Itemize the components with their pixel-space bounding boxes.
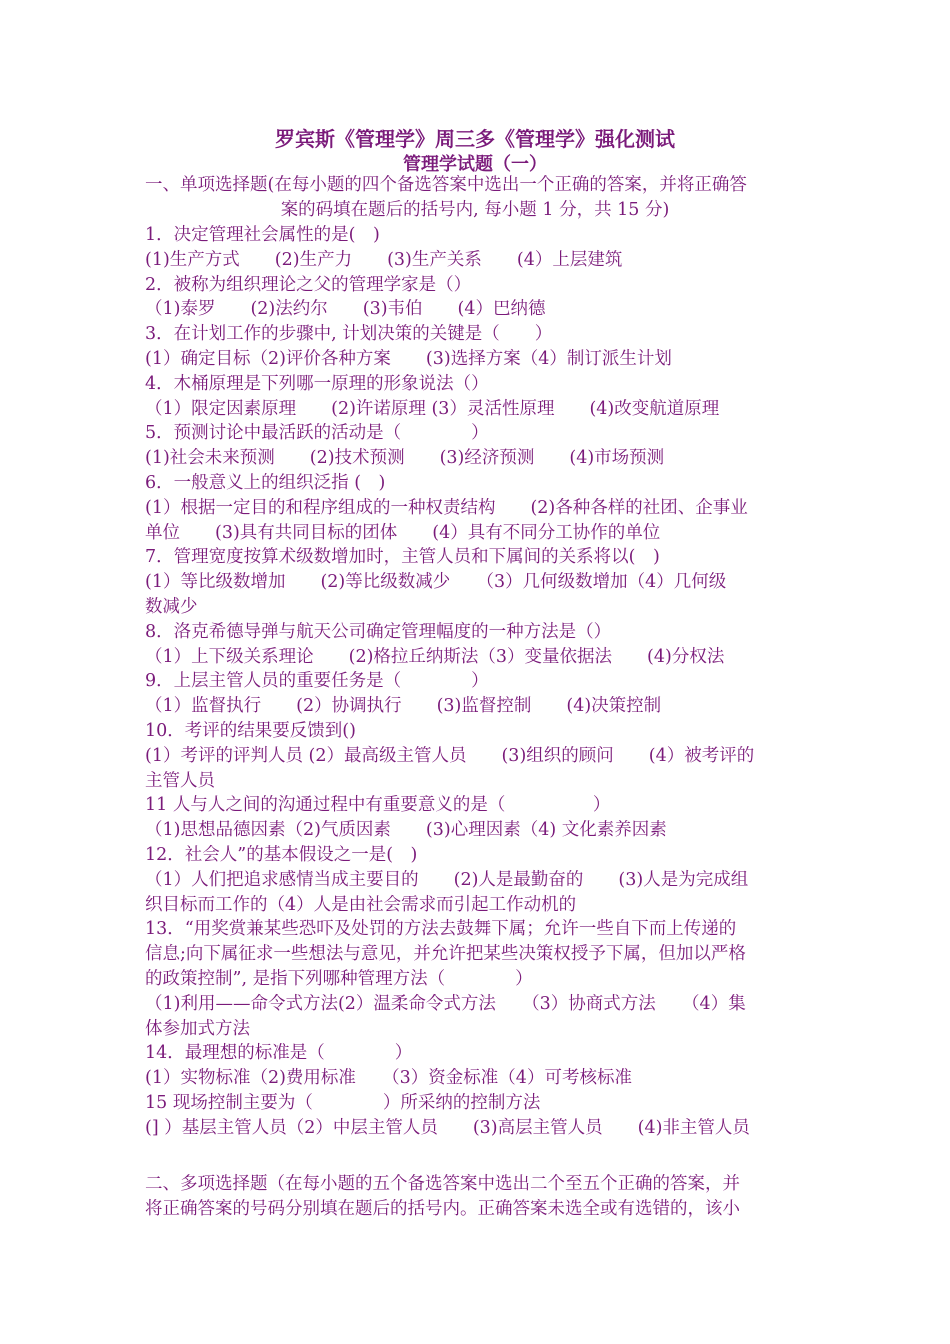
text-line: （1)泰罗 (2)法约尔 (3)韦伯 (4）巴纳德 [145,299,546,320]
document-subtitle: 管理学试题（一） [403,154,547,175]
text-line: (1）根据一定目的和程序组成的一种权责结构 (2)各种各样的社团、企事业 [145,497,748,518]
text-line: （1）人们把追求感情当成主要目的 (2)人是最勤奋的 (3)人是为完成组 [145,869,749,890]
text-line: 13．“用奖赏兼某些恐吓及处罚的方法去鼓舞下属；允许一些自下而上传递的 [145,919,737,940]
text-line: （1）上下级关系理论 (2)格拉丘纳斯法（3）变量依据法 (4)分权法 [145,646,725,667]
text-line: 9．上层主管人员的重要任务是（ ） [145,671,489,692]
text-line: (1）考评的评判人员 (2）最高级主管人员 (3)组织的顾问 (4）被考评的 [145,745,755,766]
text-line: 15 现场控制主要为（ ）所采纳的控制方法 [145,1093,541,1113]
text-line: (] ）基层主管人员（2）中层主管人员 (3)高层主管人员 (4)非主管人员 [145,1117,750,1138]
text-line: 7．管理宽度按算术级数增加时，主管人员和下属间的关系将以( ) [145,547,660,568]
text-line: 12．社会人”的基本假设之一是( ) [145,845,418,865]
text-line: 4．木桶原理是下列哪一原理的形象说法（） [145,373,489,394]
section-heading: 一、单项选择题(在每小题的四个备选答案中选出一个正确的答案，并将正确答 [145,175,747,195]
text-line: (1）等比级数增加 (2)等比级数减少 （3）几何级数增加（4）几何级 [145,572,727,593]
text-line: 体参加式方法 [145,1018,250,1039]
section-heading-cont: 案的码填在题后的括号内, 每小题 1 分，共 15 分) [280,200,670,220]
text-line: （1）限定因素原理 (2)许诺原理 (3）灵活性原理 (4)改变航道原理 [145,398,720,419]
text-line: 数减少 [145,597,198,617]
text-line: 2．被称为组织理论之父的管理学家是（） [145,274,472,295]
section-heading-cont: 将正确答案的号码分别填在题后的括号内。正确答案未选全或有选错的，该小 [145,1199,740,1219]
text-line: (1)社会未来预测 (2)技术预测 (3)经济预测 (4)市场预测 [145,448,665,469]
text-line: 8．洛克希德导弹与航天公司确定管理幅度的一种方法是（） [145,621,612,642]
text-line: 3．在计划工作的步骤中, 计划决策的关键是（ ） [145,324,553,345]
text-line: （1）监督执行 (2）协调执行 (3)监督控制 (4)决策控制 [145,696,662,717]
text-line: 的政策控制”, 是指下列哪种管理方法（ ） [145,969,533,989]
text-line: （1)思想品德因素（2)气质因素 (3)心理因素（4) 文化素养因素 [145,820,667,841]
text-line: 1．决定管理社会属性的是( ) [145,225,380,245]
text-line: 10．考评的结果要反馈到() [145,721,356,741]
section-heading: 二、多项选择题（在每小题的五个备选答案中选出二个至五个正确的答案，并 [145,1174,740,1194]
text-line: 织目标而工作的（4）人是由社会需求而引起工作动机的 [145,894,577,915]
text-line: 单位 (3)具有共同目标的团体 (4）具有不同分工协作的单位 [145,522,661,543]
text-line: (1）确定目标（2)评价各种方案 (3)选择方案（4）制订派生计划 [145,349,672,369]
text-line: 5．预测讨论中最活跃的活动是（ ） [145,423,489,444]
text-line: (1）实物标准（2)费用标准 （3）资金标准（4）可考核标准 [145,1068,632,1089]
text-line: 11 人与人之间的沟通过程中有重要意义的是（ ） [145,795,611,816]
text-line: （1)利用——命令式方法(2）温柔命令式方法 （3）协商式方法 （4）集 [145,993,746,1014]
text-line: 14．最理想的标准是（ ） [145,1043,413,1064]
document-title: 罗宾斯《管理学》周三多《管理学》强化测试 [275,127,675,151]
text-line: (1)生产方式 (2)生产力 (3)生产关系 (4）上层建筑 [145,249,623,270]
text-line: 主管人员 [145,770,215,791]
text-line: 信息;向下属征求一些想法与意见，并允许把某些决策权授予下属，但加以严格 [145,944,746,965]
text-line: 6．一般意义上的组织泛指 ( ) [145,473,386,493]
